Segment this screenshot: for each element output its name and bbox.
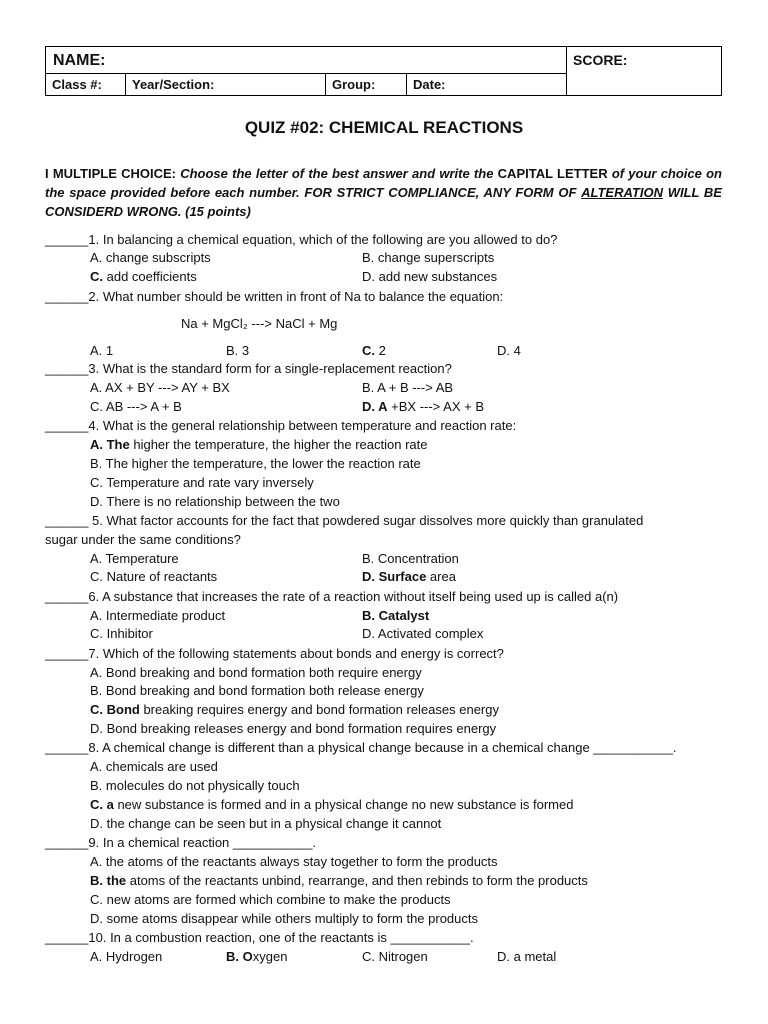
question-10-stem: ______10. In a combustion reaction, one of the reactants is ___________. (45, 930, 474, 945)
q8-option-c (90, 796, 573, 814)
option-letter: D. Surface (362, 569, 427, 584)
question-8-stem: ______8. A chemical change is different than a physical change because in a chemical change ___________. (45, 740, 677, 755)
q1-option-c (90, 268, 197, 286)
q10-option-c: C. Nitrogen (362, 949, 428, 964)
question-1-stem: ______1. In balancing a chemical equation, which of the following are you allowed to do? (45, 232, 558, 247)
q10-option-d: D. a metal (497, 949, 557, 964)
q4-option-c: C. Temperature and rate vary inversely (90, 475, 314, 490)
option-text: xygen (252, 949, 288, 964)
option-letter: A. The (90, 437, 130, 452)
q1-option-a: A. change subscripts (90, 250, 211, 265)
q7-option-b: B. Bond breaking and bond formation both release energy (90, 683, 424, 698)
option-text: higher the temperature, the higher the reaction rate (129, 437, 428, 452)
instruction-alteration: ALTERATION (581, 185, 663, 200)
q7-option-c (90, 701, 499, 719)
q9-option-b (90, 872, 588, 890)
question-9-stem: ______9. In a chemical reaction ___________. (45, 835, 317, 850)
q1-option-b: B. change superscripts (362, 250, 495, 265)
q1-option-d: D. add new substances (362, 269, 498, 284)
question-2-stem: ______2. What number should be written in front of Na to balance the equation: (45, 289, 504, 304)
q5-option-c: C. Nature of reactants (90, 569, 218, 584)
option-text: area (426, 569, 456, 584)
question-3-stem: ______3. What is the standard form for a single-replacement reaction? (45, 361, 452, 376)
quiz-title: QUIZ #02: CHEMICAL REACTIONS (244, 118, 524, 137)
instruction-text: of your choice on the space provided before each number. FOR STRICT COMPLIANCE, ANY FORM OF (45, 166, 722, 200)
q5-option-a: A. Temperature (90, 551, 179, 566)
q2-option-a: A. 1 (90, 343, 114, 358)
year-section-field[interactable] (126, 74, 326, 95)
q10-option-b (226, 948, 287, 966)
q4-option-d: D. There is no relationship between the two (90, 494, 340, 509)
option-text: add coefficients (103, 269, 197, 284)
instruction-capital: CAPITAL LETTER (497, 166, 608, 181)
option-text: atoms of the reactants unbind, rearrange, and then rebinds to form the products (126, 873, 588, 888)
q3-option-a: A. AX + BY ---> AY + BX (90, 380, 230, 395)
score-label: SCORE: (573, 52, 628, 68)
question-5-stem-cont: sugar under the same conditions? (45, 532, 241, 547)
q5-option-b: B. Concentration (362, 551, 459, 566)
q2-option-d: D. 4 (497, 343, 521, 358)
option-letter: C. (362, 343, 375, 358)
option-letter: B. the (90, 873, 127, 888)
q7-option-a: A. Bond breaking and bond formation both require energy (90, 665, 422, 680)
q8-option-d: D. the change can be seen but in a physical change it cannot (90, 816, 442, 831)
q2-option-c (362, 342, 386, 360)
option-letter: C. (90, 269, 103, 284)
q6-option-d: D. Activated complex (362, 626, 484, 641)
q5-option-d (362, 568, 456, 586)
option-letter: B. O (226, 949, 253, 964)
option-letter: C. a (90, 797, 114, 812)
q9-option-a: A. the atoms of the reactants always stay together to form the products (90, 854, 498, 869)
q2-equation: Na + MgCl₂ ---> NaCl + Mg (181, 316, 338, 331)
q9-option-c: C. new atoms are formed which combine to make the products (90, 892, 451, 907)
date-field[interactable] (407, 74, 567, 95)
q3-option-c: C. AB ---> A + B (90, 399, 182, 414)
q4-option-b: B. The higher the temperature, the lower the reaction rate (90, 456, 421, 471)
q8-option-a: A. chemicals are used (90, 759, 218, 774)
option-text: breaking requires energy and bond formation releases energy (139, 702, 499, 717)
q9-option-d: D. some atoms disappear while others multiply to form the products (90, 911, 479, 926)
class-number-field[interactable] (46, 74, 126, 95)
part-label: I MULTIPLE CHOICE: (45, 166, 176, 181)
date-label: Date: (413, 77, 446, 92)
question-7-stem: ______7. Which of the following statements about bonds and energy is correct? (45, 646, 504, 661)
year-section-label: Year/Section: (132, 77, 215, 92)
name-field[interactable] (46, 47, 567, 74)
q4-option-a (90, 436, 427, 454)
group-field[interactable] (326, 74, 407, 95)
option-letter: C. Bond (90, 702, 140, 717)
score-field[interactable] (567, 47, 722, 95)
option-text: 2 (375, 343, 386, 358)
question-6-stem: ______6. A substance that increases the rate of a reaction without itself being used up is called a(n) (45, 589, 619, 604)
class-label: Class #: (52, 77, 102, 92)
q6-option-c: C. Inhibitor (90, 626, 153, 641)
name-label: NAME: (53, 52, 106, 69)
instruction-text: Choose the letter of the best answer and write the (180, 166, 494, 181)
q6-option-a: A. Intermediate product (90, 608, 226, 623)
group-label: Group: (332, 77, 376, 92)
q8-option-b: B. molecules do not physically touch (90, 778, 300, 793)
q10-option-a: A. Hydrogen (90, 949, 163, 964)
instruction-text: WILL BE CONSIDERD WRONG. (15 points) (45, 185, 722, 219)
q3-option-b: B. A + B ---> AB (362, 380, 454, 395)
header-table (45, 46, 722, 96)
q6-option-b: B. Catalyst (362, 608, 430, 623)
option-text: new substance is formed and in a physical change no new substance is formed (113, 797, 574, 812)
q3-option-d (362, 398, 484, 416)
q2-option-b: B. 3 (226, 343, 250, 358)
option-text: +BX ---> AX + B (387, 399, 484, 414)
q7-option-d: D. Bond breaking releases energy and bond formation requires energy (90, 721, 497, 736)
question-5-stem: ______ 5. What factor accounts for the fact that powdered sugar dissolves more quickly than granulated (45, 513, 644, 528)
option-letter: D. A (362, 399, 388, 414)
question-4-stem: ______4. What is the general relationship between temperature and reaction rate: (45, 418, 517, 433)
instructions (45, 164, 722, 221)
